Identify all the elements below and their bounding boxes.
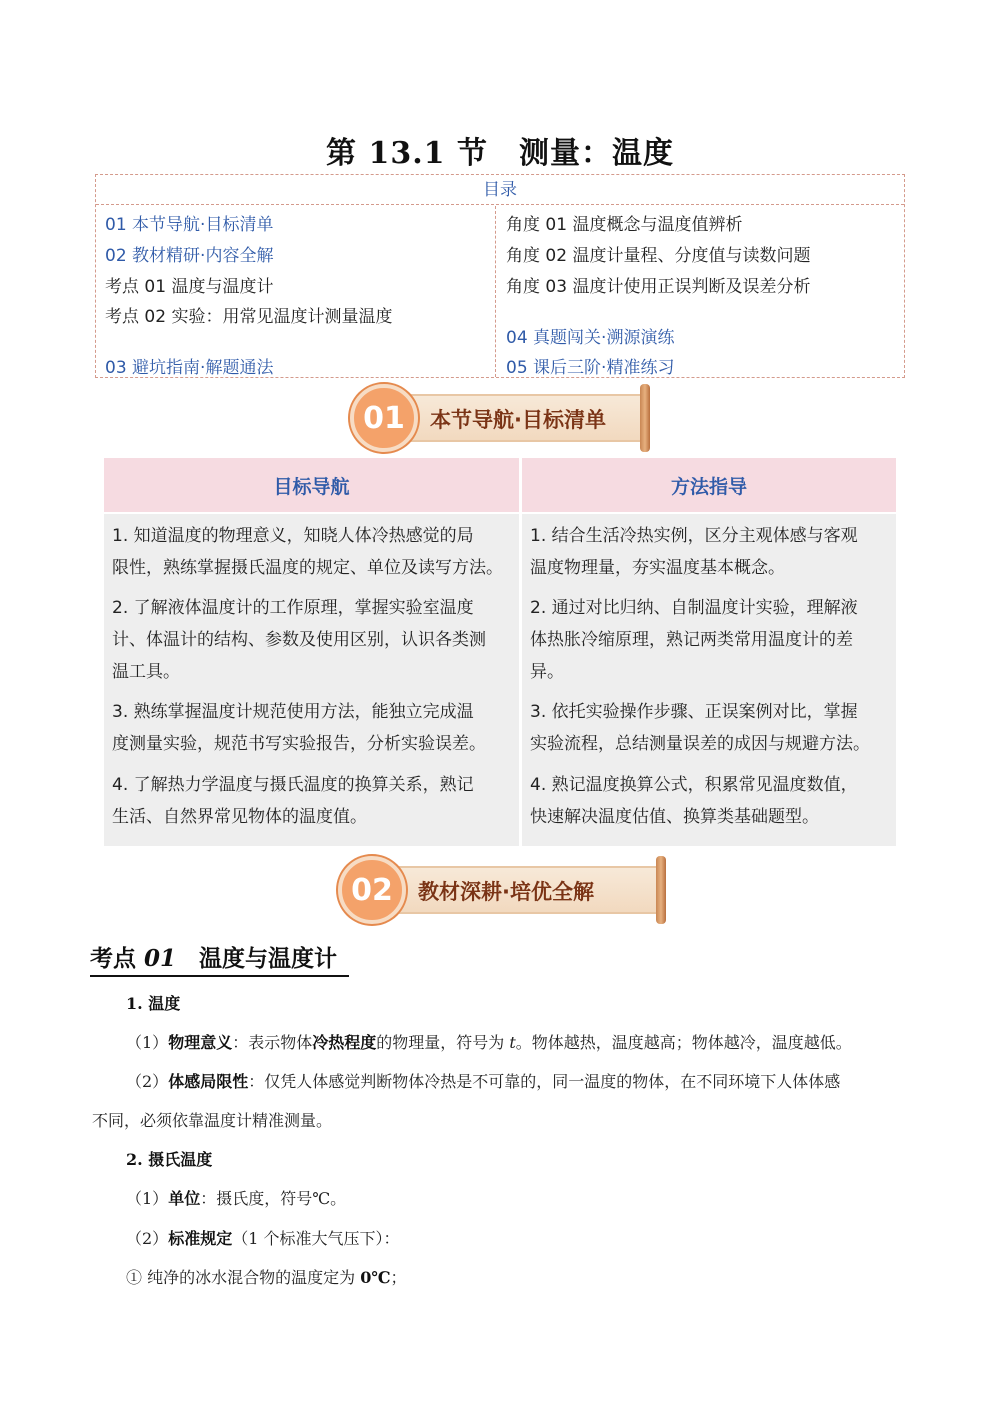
- toc-link[interactable]: 02 教材精研·内容全解: [105, 246, 274, 266]
- banner-label: 本节导航·目标清单: [430, 408, 606, 432]
- scroll-rod: [640, 384, 650, 452]
- paragraph: （1）物理意义：表示物体冷热程度的物理量，符号为 t。物体越热，温度越高；物体越冷，温度越低。: [126, 1033, 852, 1052]
- banner-label: 教材深耕·培优全解: [418, 880, 594, 904]
- toc-link[interactable]: 角度 01 温度概念与温度值辨析: [506, 215, 743, 235]
- methods-header: 方法指导: [522, 458, 896, 512]
- toc-link[interactable]: 角度 02 温度计量程、分度值与读数问题: [506, 246, 811, 266]
- section-heading: 考点 01 温度与温度计: [90, 940, 349, 977]
- section-banner-01: [350, 384, 650, 454]
- toc-link[interactable]: 05 课后三阶·精准练习: [506, 358, 675, 378]
- method-item: 3. 依托实验操作步骤、正误案例对比，掌握 实验流程，总结测量误差的成因与规避方法。: [530, 702, 870, 754]
- page-title: 第 13.1 节 测量：温度: [326, 136, 674, 171]
- subheading-celsius: 2. 摄氏温度: [126, 1150, 213, 1169]
- methods-column: [522, 514, 896, 846]
- toc-link[interactable]: 03 避坑指南·解题通法: [105, 358, 274, 378]
- paragraph: （1）单位：摄氏度，符号℃。: [126, 1189, 347, 1208]
- table-of-contents: [95, 174, 905, 378]
- banner-number-badge: [338, 856, 406, 924]
- goals-table: [104, 458, 896, 846]
- method-item: 2. 通过对比归纳、自制温度计实验，理解液 体热胀冷缩原理，熟记两类常用温度计的差 异。: [530, 598, 858, 682]
- goal-item: 2. 了解液体温度计的工作原理，掌握实验室温度 计、体温计的结构、参数及使用区别，认识各类测 温工具。: [112, 598, 486, 682]
- toc-link[interactable]: 考点 02 实验：用常见温度计测量温度: [105, 307, 393, 327]
- section-banner-02: [338, 856, 666, 926]
- toc-link[interactable]: 04 真题闯关·溯源演练: [506, 328, 675, 348]
- toc-right-column: [497, 206, 904, 377]
- toc-link[interactable]: 考点 01 温度与温度计: [105, 277, 274, 297]
- toc-heading: 目录: [96, 175, 904, 205]
- goal-item: 1. 知道温度的物理意义，知晓人体冷热感觉的局 限性，熟练掌握摄氏温度的规定、单位及读写方法。: [112, 526, 503, 578]
- goal-item: 4. 了解热力学温度与摄氏温度的换算关系，熟记 生活、自然界常见物体的温度值。: [112, 775, 474, 827]
- toc-left-column: [96, 206, 496, 377]
- method-item: 4. 熟记温度换算公式，积累常见温度数值， 快速解决温度估值、换算类基础题型。: [530, 775, 858, 827]
- goals-column: [104, 514, 519, 846]
- goals-header: 目标导航: [104, 458, 519, 512]
- paragraph-continuation: 不同，必须依靠温度计精准测量。: [92, 1111, 333, 1130]
- paragraph: ① 纯净的冰水混合物的温度定为 0℃；: [126, 1268, 407, 1287]
- banner-number: 01: [363, 400, 405, 436]
- banner-number-badge: [350, 384, 418, 452]
- goal-item: 3. 熟练掌握温度计规范使用方法，能独立完成温 度测量实验，规范书写实验报告，分析实验误差。: [112, 702, 486, 754]
- paragraph: （2）标准规定（1 个标准大气压下）：: [126, 1229, 400, 1248]
- toc-link[interactable]: 角度 03 温度计使用正误判断及误差分析: [506, 277, 811, 297]
- toc-link[interactable]: 01 本节导航·目标清单: [105, 215, 274, 235]
- banner-number: 02: [351, 872, 393, 908]
- method-item: 1. 结合生活冷热实例，区分主观体感与客观 温度物理量，夯实温度基本概念。: [530, 526, 858, 578]
- subheading-temperature: 1. 温度: [126, 994, 181, 1013]
- paragraph: （2）体感局限性：仅凭人体感觉判断物体冷热是不可靠的，同一温度的物体，在不同环境下人体体感: [126, 1072, 841, 1091]
- scroll-rod: [656, 856, 666, 924]
